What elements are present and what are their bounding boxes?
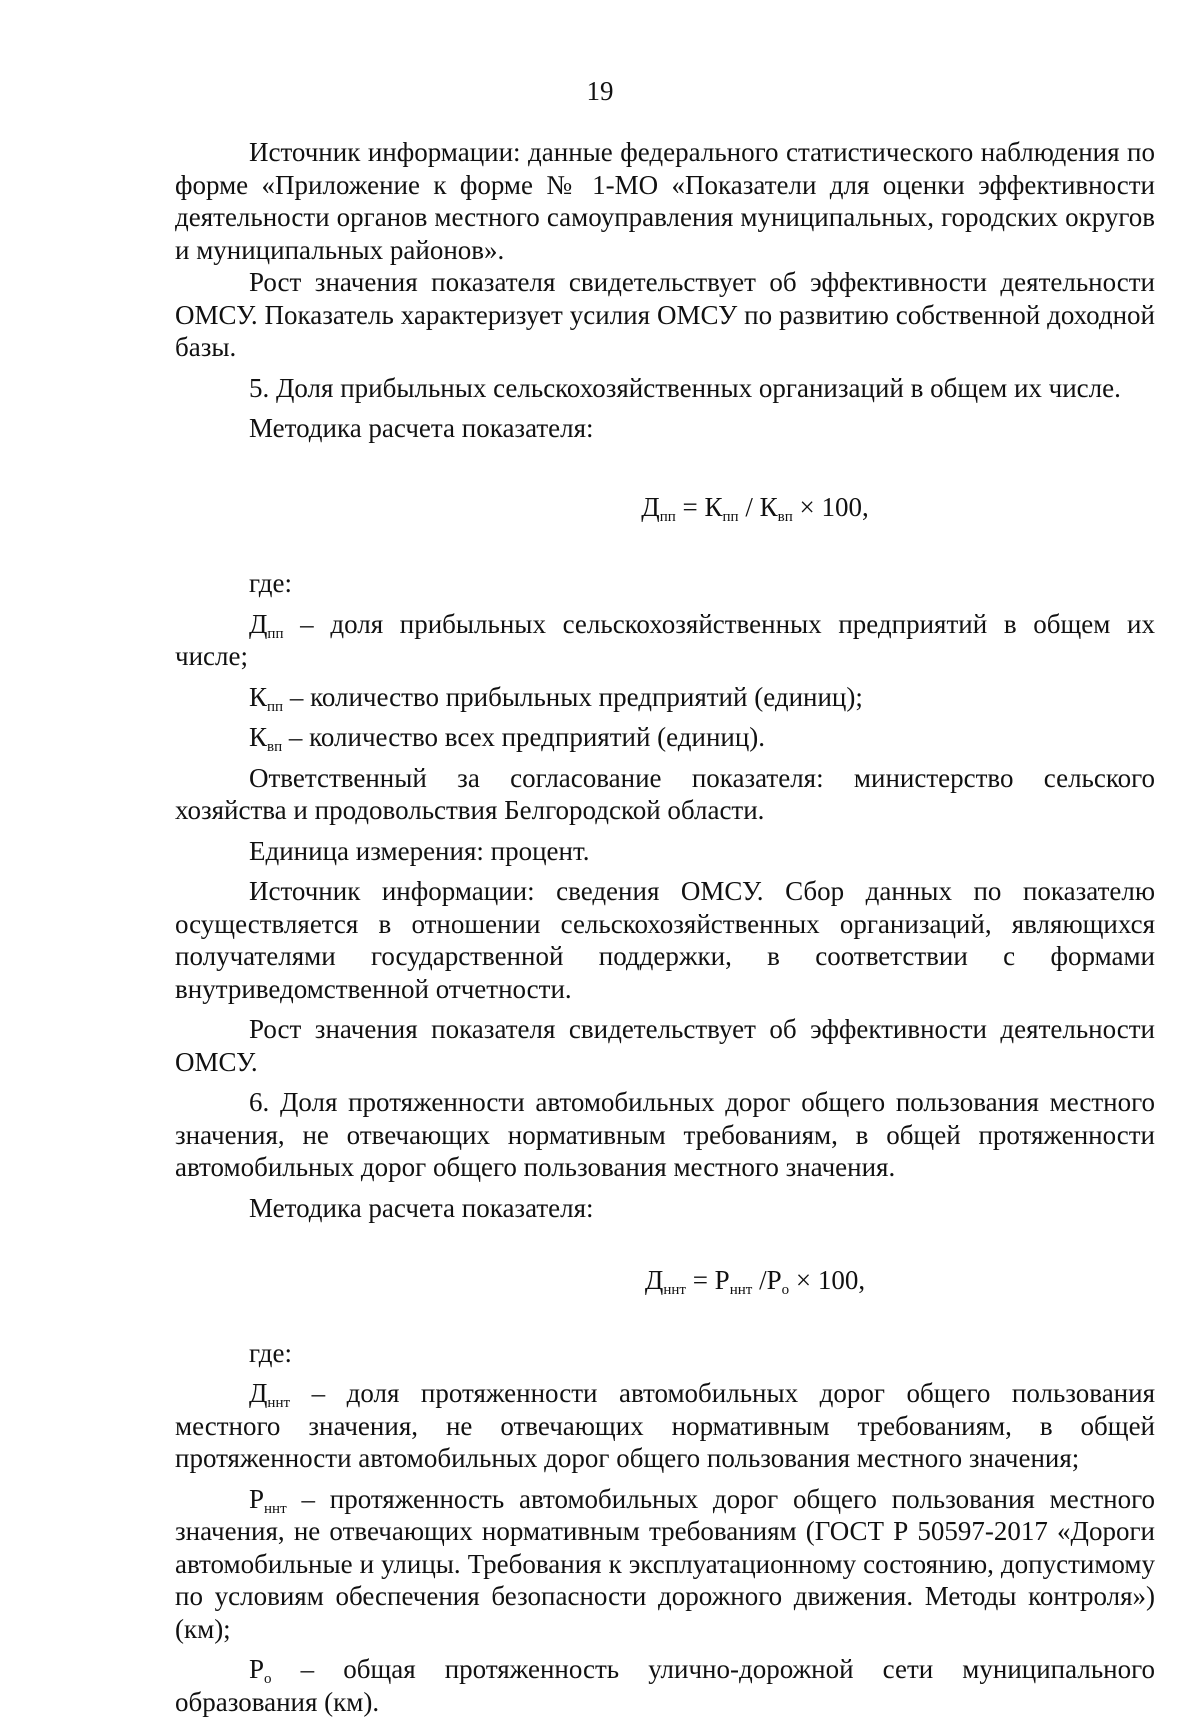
paragraph-source-2: Источник информации: сведения ОМСУ. Сбор данных по показателю осуществляется в отношении сельскохозяйственных организаций, являющихся получателями государственной поддержки, в соответствии с формами внутриведомственной отчетности.	[175, 876, 1155, 1004]
paragraph-method-1: Методика расчета показателя:	[249, 413, 594, 443]
where-1: где:	[249, 568, 292, 598]
paragraph-responsible: Ответственный за согласование показателя: министерство сельского хозяйства и продовольствия Белгородской области.	[175, 762, 1155, 825]
formula-1-tail: × 100,	[792, 491, 869, 522]
formula-2-a: Р	[714, 1265, 730, 1295]
paragraph-indicator-5: 5. Доля прибыльных сельскохозяйственных организаций в общем их числе.	[249, 372, 1121, 403]
formula-2-b-sub: о	[781, 1282, 790, 1298]
definition-text: – количество всех предприятий (единиц).	[282, 722, 766, 752]
formula-1-lhs-sub: пп	[659, 508, 676, 525]
definition-2-1	[175, 1377, 1155, 1475]
definition-1-1	[175, 608, 1155, 673]
definition-2-3	[175, 1653, 1155, 1718]
formula-2-lhs-sub: ннт	[663, 1282, 686, 1298]
definition-symbol: Р	[249, 1654, 265, 1684]
definition-text: – количество прибыльных предприятий (единиц);	[283, 681, 863, 712]
where-2: где:	[249, 1337, 292, 1368]
definition-subscript: пп	[267, 625, 284, 642]
definition-symbol: Д	[249, 1378, 268, 1408]
paragraph-growth: Рост значения показателя свидетельствует об эффективности деятельности ОМСУ. Показатель характеризует усилия ОМСУ по развитию собственной доходной базы.	[175, 267, 1155, 362]
paragraph-unit: Единица измерения: процент.	[249, 835, 590, 866]
formula-1-div: /	[738, 491, 760, 522]
page-number: 19	[586, 76, 614, 106]
definition-subscript: ннт	[267, 1395, 291, 1411]
formula-1-lhs: Д	[641, 491, 660, 522]
definition-symbol: Р	[249, 1483, 265, 1514]
document-body	[175, 136, 1155, 1718]
definition-text: – доля протяженности автомобильных дорог общего пользования местного значения, не отвечающих нормативным требованиям, в общей протяженности автомобильных дорог общего пользования местного значения;	[175, 1378, 1155, 1473]
definition-text: – доля прибыльных сельскохозяйственных предприятий в общем их числе;	[175, 608, 1155, 671]
formula-2-eq: =	[685, 1265, 715, 1295]
formula-1-a: К	[704, 491, 723, 522]
formula-2	[175, 1264, 1155, 1297]
formula-2-lhs: Д	[644, 1265, 664, 1295]
paragraph-method-2: Методика расчета показателя:	[249, 1192, 594, 1223]
paragraph-indicator-6: 6. Доля протяженности автомобильных дорог общего пользования местного значения, не отвечающих нормативным требованиям, в общей протяженности автомобильных дорог общего пользования местного значения.	[175, 1087, 1155, 1182]
formula-1-eq: =	[675, 491, 705, 522]
definition-1-3	[175, 721, 1155, 754]
definition-symbol: К	[249, 722, 268, 752]
paragraph-source-info: Источник информации: данные федерального статистического наблюдения по форме «Приложение к форме № 1-МО «Показатели для оценки эффективности деятельности органов местного самоуправления муниципальных, городских округов и муниципальных районов».	[175, 137, 1155, 265]
definition-1-2	[175, 681, 1155, 714]
formula-1-b: К	[759, 491, 778, 522]
definition-subscript: о	[264, 1671, 272, 1687]
definition-symbol: К	[249, 681, 268, 712]
definition-2-2	[175, 1483, 1155, 1646]
formula-2-a-sub: ннт	[729, 1282, 753, 1298]
definition-text: – протяженность автомобильных дорог общего пользования местного значения, не отвечающих нормативным требованиям (ГОСТ Р 50597-2017 «Дороги автомобильные и улицы. Требования к эксплуатационному состоянию, допустимому по условиям обеспечения безопасности дорожного движения. Методы контроля») (км);	[175, 1483, 1155, 1644]
definition-subscript: ннт	[264, 1500, 287, 1517]
definition-symbol: Д	[249, 608, 268, 639]
definition-text: – общая протяженность улично-дорожной сети муниципального образования (км).	[175, 1654, 1155, 1717]
formula-2-tail: × 100,	[789, 1265, 866, 1295]
formula-1-a-sub: пп	[722, 508, 739, 525]
formula-2-div: /	[752, 1265, 767, 1295]
definition-subscript: вп	[267, 739, 283, 755]
formula-1	[175, 491, 1155, 524]
formula-1-b-sub: вп	[777, 508, 793, 525]
paragraph-growth-2: Рост значения показателя свидетельствует об эффективности деятельности ОМСУ.	[175, 1014, 1155, 1077]
formula-2-b: Р	[766, 1265, 782, 1295]
definition-subscript: пп	[267, 698, 284, 715]
